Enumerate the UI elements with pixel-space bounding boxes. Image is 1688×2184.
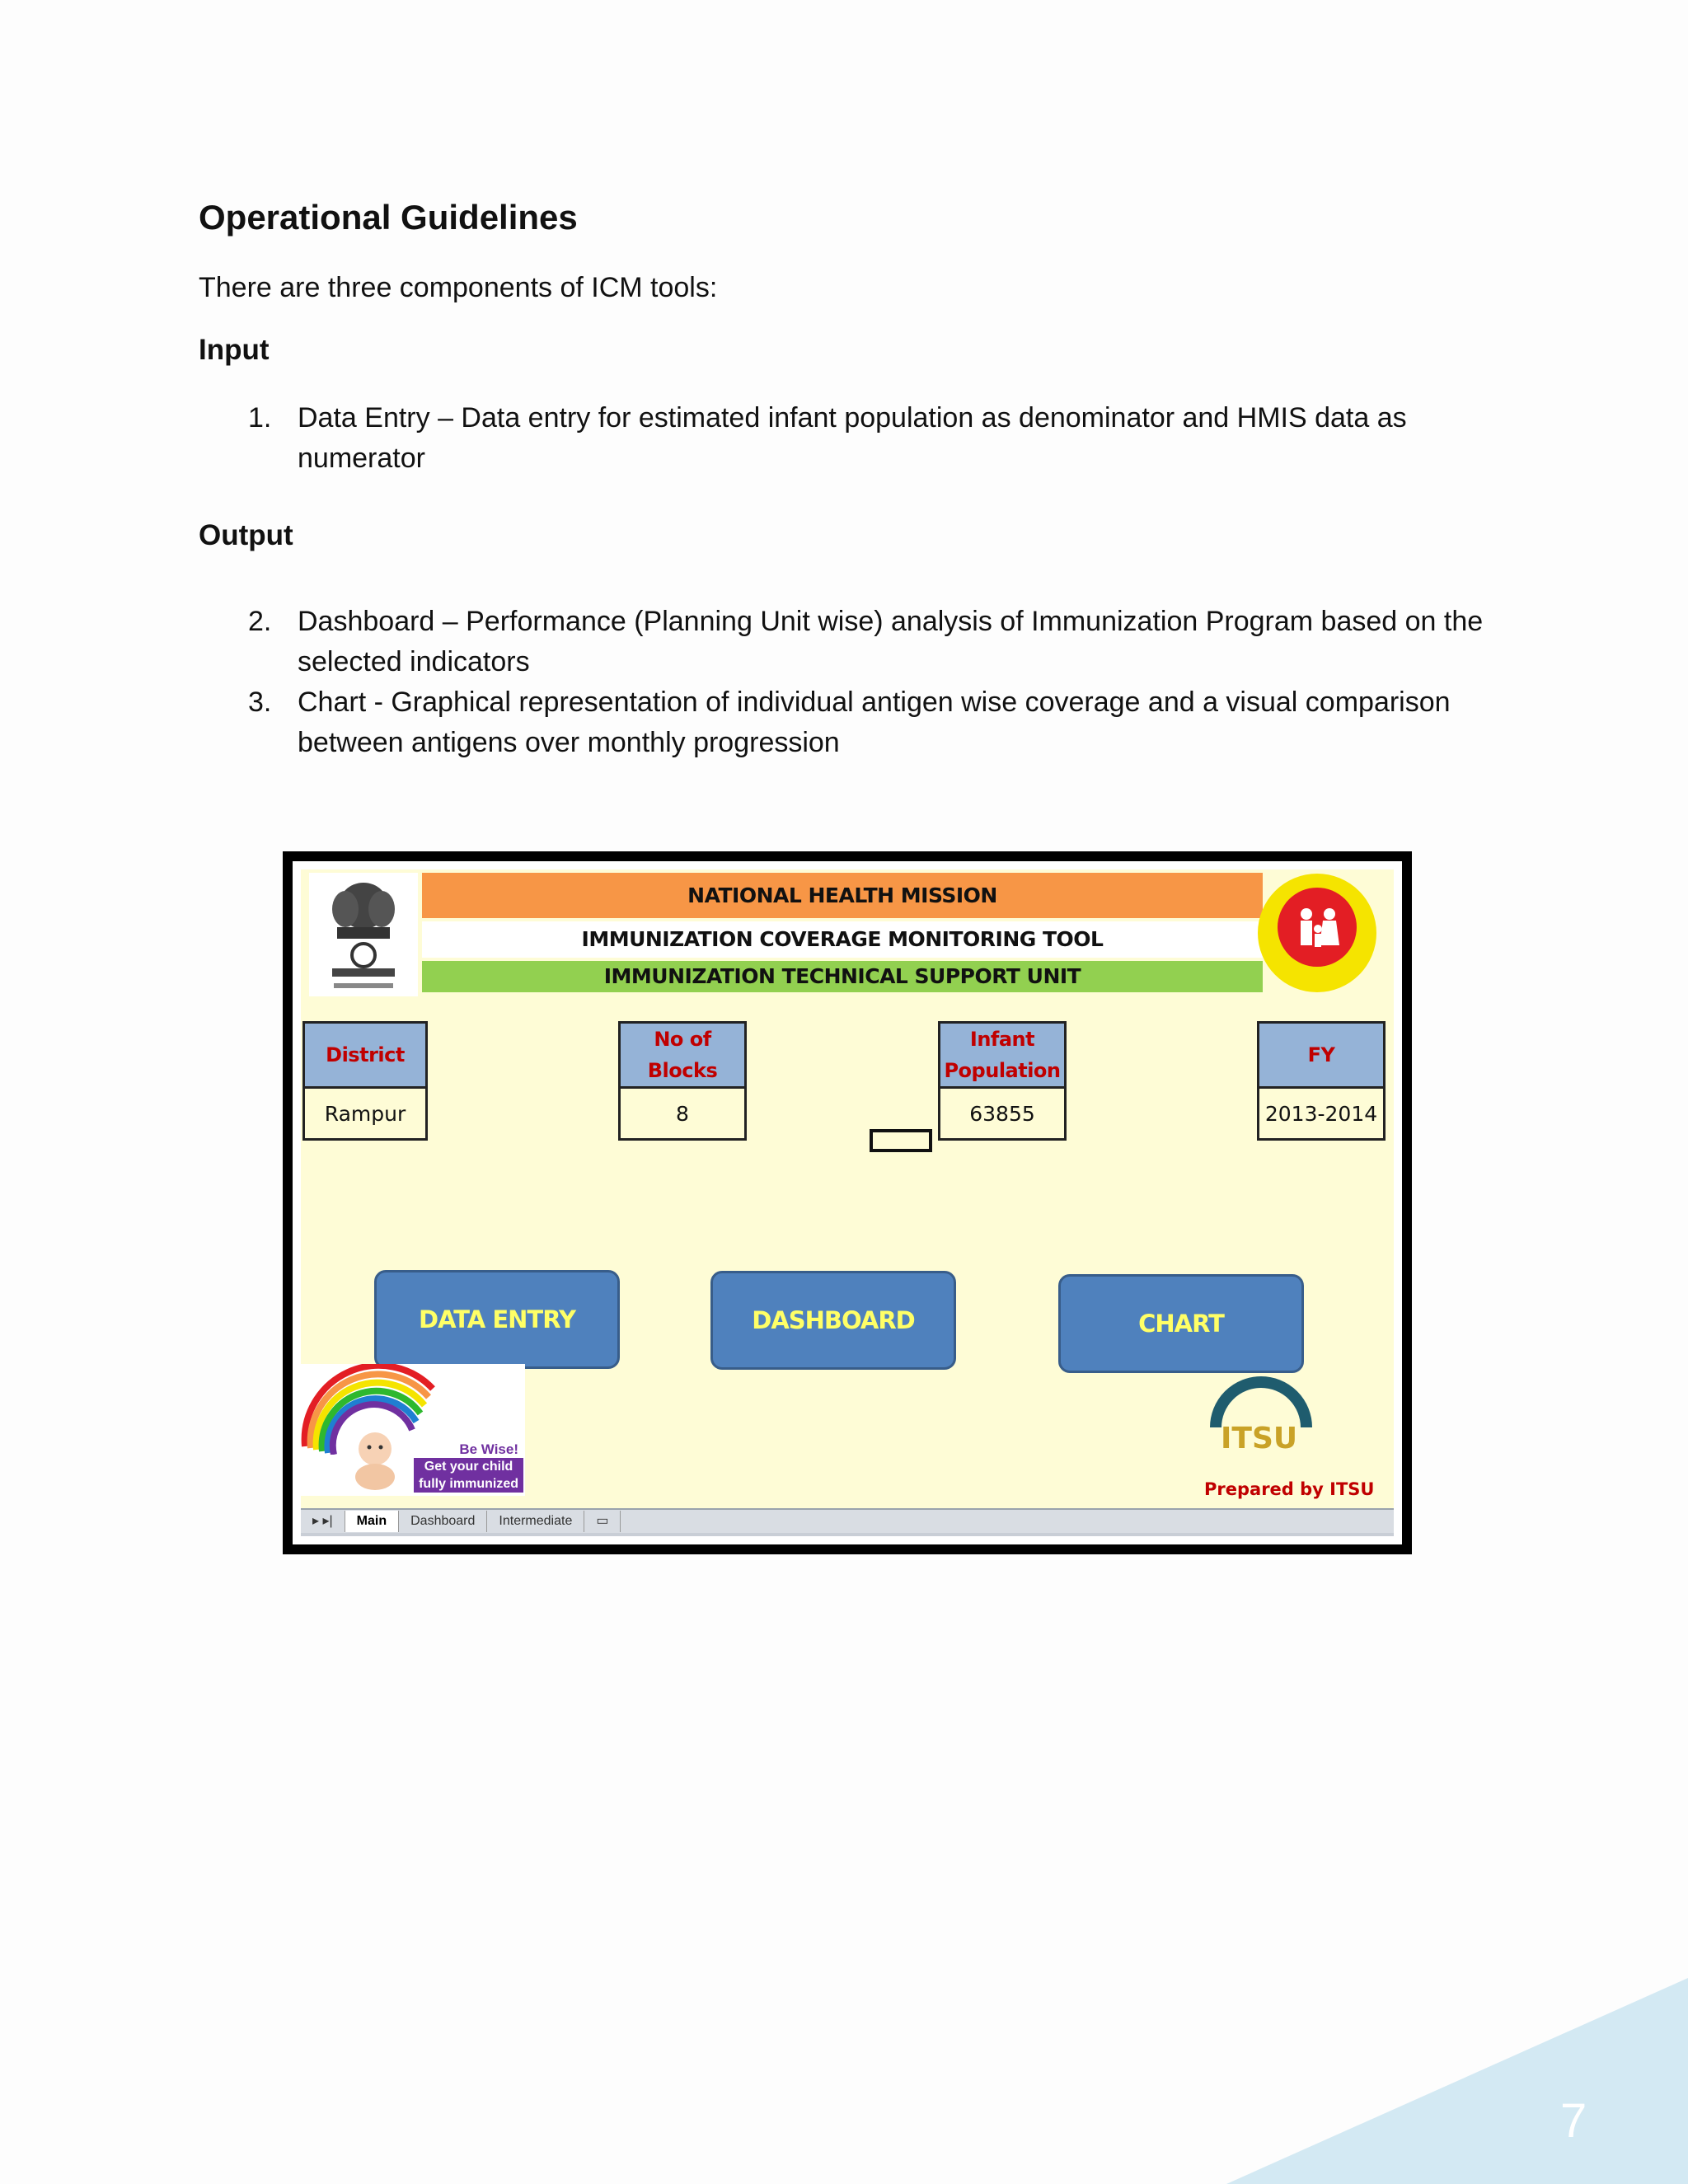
itsu-logo	[1207, 1374, 1315, 1473]
district-label: District	[302, 1021, 428, 1089]
header-bar-support-unit: IMMUNIZATION TECHNICAL SUPPORT UNIT	[422, 961, 1263, 992]
page-title: Operational Guidelines	[199, 198, 578, 237]
tool-screenshot-frame	[283, 851, 1412, 1554]
blocks-label: No of Blocks	[618, 1021, 747, 1089]
itsu-logo-text: ITSU	[1221, 1422, 1298, 1455]
output-heading: Output	[199, 519, 293, 551]
nrhm-seal-icon	[1255, 871, 1379, 995]
sheet-tab-bar	[301, 1508, 1394, 1533]
district-value[interactable]: Rampur	[302, 1089, 428, 1141]
data-entry-button[interactable]: DATA ENTRY	[374, 1270, 620, 1369]
fy-label: FY	[1257, 1021, 1386, 1089]
infant-population-field	[938, 1021, 1067, 1141]
infant-population-value[interactable]: 63855	[938, 1089, 1067, 1141]
prepared-by-label: Prepared by ITSU	[1204, 1479, 1375, 1499]
blocks-field	[618, 1021, 747, 1141]
promo-tagline: Be Wise!	[459, 1441, 518, 1457]
list-item: 2. Dashboard – Performance (Planning Unit wise) analysis of Immunization Program based on the selected indicators	[248, 606, 1484, 677]
spreadsheet-main-sheet	[301, 869, 1394, 1536]
screenshot-border	[293, 861, 1402, 1544]
intro-text: There are three components of ICM tools:	[199, 272, 718, 303]
input-list	[199, 398, 1468, 479]
tab-main[interactable]: Main	[345, 1511, 399, 1532]
infant-population-label: Infant Population	[938, 1021, 1067, 1089]
blocks-value[interactable]: 8	[618, 1089, 747, 1141]
list-item: 3. Chart - Graphical representation of individual antigen wise coverage and a visual comparison between antigens over monthly progression	[248, 687, 1451, 758]
status-bar	[301, 1533, 1394, 1536]
dashboard-button[interactable]: DASHBOARD	[710, 1271, 956, 1370]
header-bar-tool-title: IMMUNIZATION COVERAGE MONITORING TOOL	[422, 921, 1263, 958]
immunization-promo	[301, 1364, 525, 1496]
tab-intermediate[interactable]: Intermediate	[487, 1511, 584, 1532]
baby-icon	[342, 1426, 408, 1492]
corner-decoration	[1226, 1978, 1688, 2184]
tab-nav-arrows[interactable]: ▸ ▸|	[301, 1511, 345, 1532]
district-field	[302, 1021, 428, 1141]
input-heading: Input	[199, 334, 270, 366]
insert-sheet-icon[interactable]: ▭	[584, 1511, 621, 1532]
fy-value[interactable]: 2013-2014	[1257, 1089, 1386, 1141]
chart-button[interactable]: CHART	[1058, 1274, 1304, 1373]
tab-dashboard[interactable]: Dashboard	[399, 1511, 487, 1532]
promo-message: Get your child fully immunized	[414, 1458, 523, 1493]
fy-field	[1257, 1021, 1386, 1141]
national-emblem-icon	[309, 873, 418, 996]
list-item: 1. Data Entry – Data entry for estimated infant population as denominator and HMIS data as numerator	[248, 402, 1407, 474]
output-list	[199, 602, 1484, 763]
selected-cell[interactable]	[870, 1129, 932, 1152]
header-bar-mission: NATIONAL HEALTH MISSION	[422, 873, 1263, 918]
page-number: 7	[1560, 2094, 1587, 2148]
